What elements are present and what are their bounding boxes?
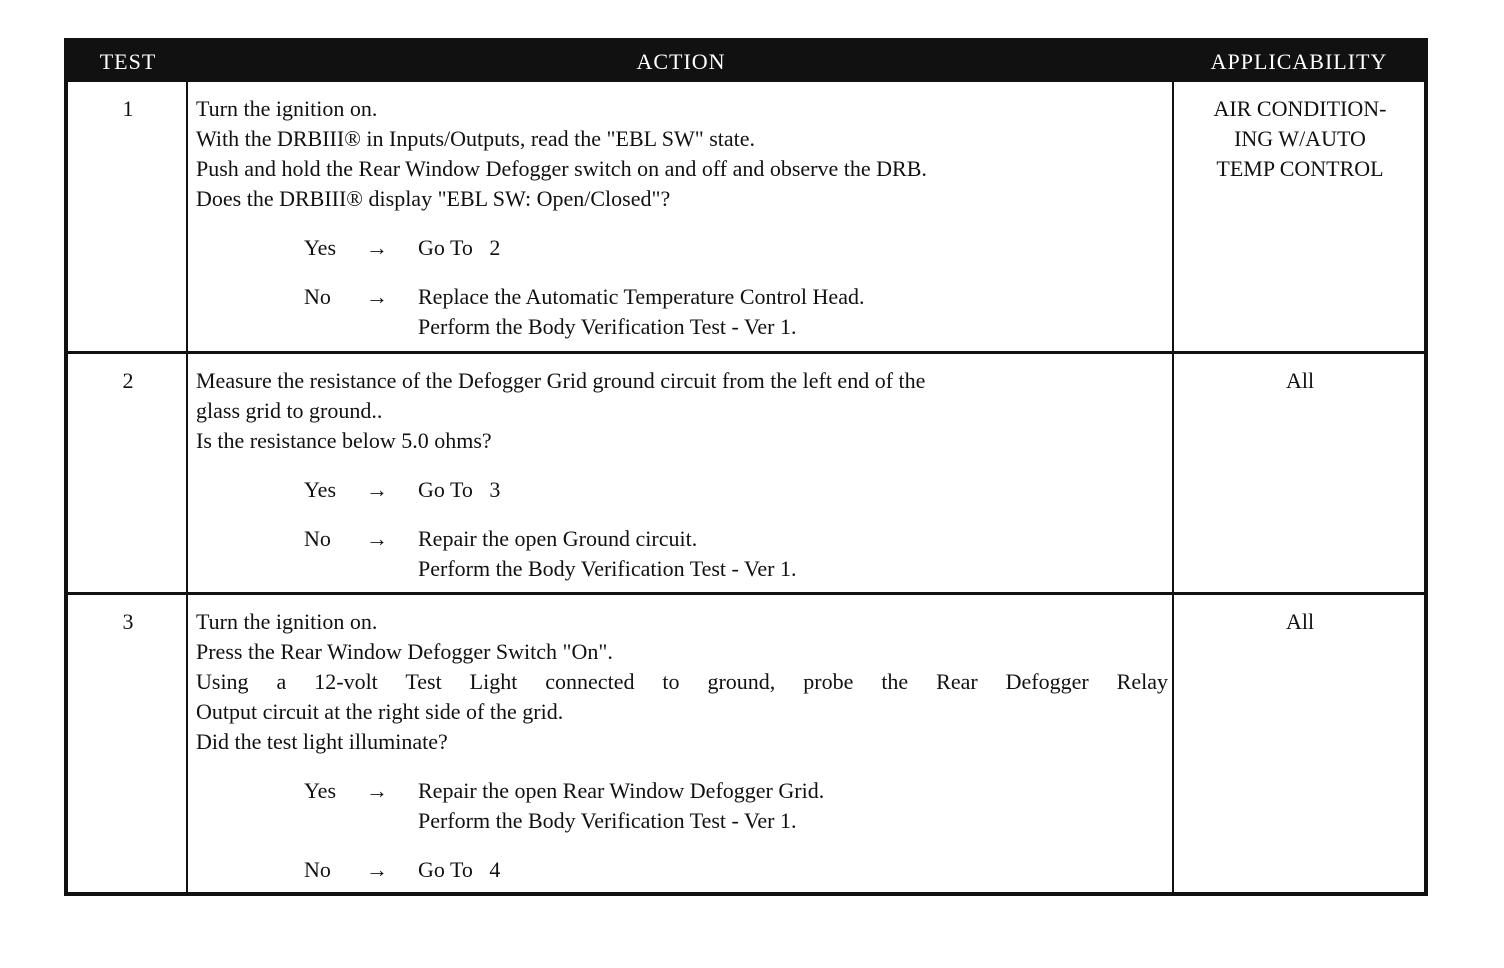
result-line: Perform the Body Verification Test - Ver 1.	[418, 314, 797, 339]
yes-label: Yes	[304, 235, 337, 260]
applicability-line: TEMP CONTROL	[1216, 156, 1384, 181]
result-line: Go To 2	[418, 235, 501, 260]
test-number: 1	[122, 96, 134, 121]
action-line: With the DRBIII® in Inputs/Outputs, read the "EBL SW" state.	[196, 126, 756, 151]
result-line: Replace the Automatic Temperature Control Head.	[418, 284, 865, 309]
test-number: 3	[122, 609, 134, 634]
table-row	[68, 82, 1424, 351]
right-arrow-icon: →	[366, 857, 388, 882]
action-line: Turn the ignition on.	[196, 609, 378, 634]
applicability-cell	[1176, 607, 1424, 637]
action-line: Is the resistance below 5.0 ohms?	[196, 428, 492, 453]
header-test: TEST	[99, 49, 157, 74]
no-branch	[196, 524, 1168, 584]
yes-label: Yes	[304, 778, 337, 803]
result-line: Repair the open Ground circuit.	[418, 526, 698, 551]
applicability-cell	[1176, 94, 1424, 184]
right-arrow-icon: →	[366, 526, 388, 551]
action-line: Push and hold the Rear Window Defogger switch on and off and observe the DRB.	[196, 156, 927, 181]
result-line: Go To 3	[418, 477, 501, 502]
right-arrow-icon: →	[366, 477, 388, 502]
yes-result	[418, 776, 824, 836]
no-result	[418, 524, 797, 584]
action-line: Output circuit at the right side of the grid.	[196, 699, 564, 724]
header-action: ACTION	[636, 49, 726, 74]
applicability-line: All	[1285, 609, 1315, 634]
applicability-cell	[1176, 366, 1424, 396]
action-cell	[196, 366, 1168, 584]
no-label: No	[304, 284, 331, 309]
right-arrow-icon: →	[366, 284, 388, 309]
result-line: Perform the Body Verification Test - Ver 1.	[418, 556, 797, 581]
yes-branch	[196, 475, 1168, 505]
action-line: Measure the resistance of the Defogger Grid ground circuit from the left end of the	[196, 368, 926, 393]
yes-label: Yes	[304, 477, 337, 502]
action-line: Turn the ignition on.	[196, 96, 378, 121]
action-cell	[196, 607, 1168, 885]
table-header	[68, 42, 1424, 82]
right-arrow-icon: →	[366, 778, 388, 803]
test-number: 2	[122, 368, 134, 393]
yes-branch	[196, 233, 1168, 263]
diagnostic-table	[64, 38, 1428, 896]
action-line: Press the Rear Window Defogger Switch "On".	[196, 639, 613, 664]
action-line: Did the test light illuminate?	[196, 729, 448, 754]
no-result	[418, 855, 500, 885]
no-label: No	[304, 857, 331, 882]
applicability-line: ING W/AUTO	[1234, 126, 1366, 151]
right-arrow-icon: →	[366, 235, 388, 260]
no-label: No	[304, 526, 331, 551]
action-line: Does the DRBIII® display "EBL SW: Open/Closed"?	[196, 186, 671, 211]
table-row	[68, 595, 1424, 892]
result-line: Perform the Body Verification Test - Ver 1.	[418, 808, 797, 833]
applicability-line: All	[1285, 368, 1315, 393]
yes-result	[418, 233, 500, 263]
header-applicability: APPLICABILITY	[1210, 49, 1388, 74]
no-result	[418, 282, 864, 342]
table-row	[68, 354, 1424, 592]
applicability-line: AIR CONDITION-	[1213, 96, 1387, 121]
action-line: glass grid to ground..	[196, 398, 383, 423]
yes-result	[418, 475, 500, 505]
no-branch	[196, 855, 1168, 885]
no-branch	[196, 282, 1168, 342]
result-line: Repair the open Rear Window Defogger Grid.	[418, 778, 825, 803]
result-line: Go To 4	[418, 857, 501, 882]
action-cell	[196, 94, 1168, 342]
yes-branch	[196, 776, 1168, 836]
action-line: Using a 12-volt Test Light connected to ground, probe the Rear Defogger Relay	[196, 669, 1168, 694]
